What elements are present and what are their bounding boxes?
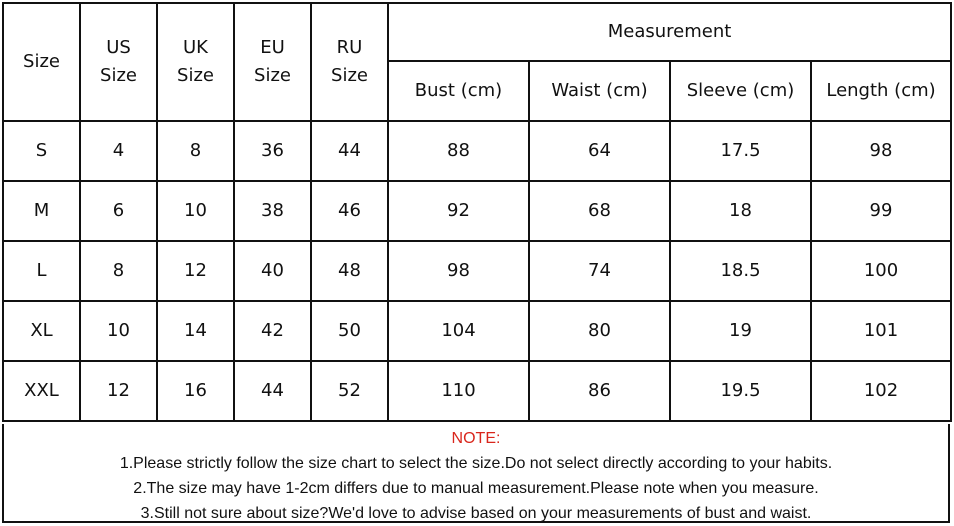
header-uk-size <box>157 3 234 121</box>
cell-waist: 86 <box>529 361 670 421</box>
header-sleeve: Sleeve (cm) <box>670 61 811 121</box>
note-line-1: 1.Please strictly follow the size chart to select the size.Do not select directly according to your habits. <box>119 455 833 472</box>
header-ru-line2: Size <box>331 65 368 86</box>
header-us-line2: Size <box>100 65 137 86</box>
table-row <box>3 121 951 181</box>
header-eu-size <box>234 3 311 121</box>
cell-us: 8 <box>80 241 157 301</box>
cell-size: M <box>3 181 80 241</box>
cell-uk: 14 <box>157 301 234 361</box>
cell-eu: 40 <box>234 241 311 301</box>
header-waist: Waist (cm) <box>529 61 670 121</box>
cell-sleeve: 18 <box>670 181 811 241</box>
cell-ru: 44 <box>311 121 388 181</box>
table-row <box>3 181 951 241</box>
cell-size: XXL <box>3 361 80 421</box>
size-table <box>2 2 952 422</box>
cell-sleeve: 18.5 <box>670 241 811 301</box>
note-line-2: 2.The size may have 1-2cm differs due to manual measurement.Please note when you measure. <box>133 480 819 497</box>
cell-bust: 98 <box>388 241 529 301</box>
header-size: Size <box>3 3 80 121</box>
cell-eu: 42 <box>234 301 311 361</box>
cell-uk: 16 <box>157 361 234 421</box>
header-us-size <box>80 3 157 121</box>
cell-ru: 52 <box>311 361 388 421</box>
cell-length: 100 <box>811 241 951 301</box>
table-row <box>3 361 951 421</box>
cell-bust: 88 <box>388 121 529 181</box>
notes-box <box>2 424 950 523</box>
cell-us: 4 <box>80 121 157 181</box>
table-row <box>3 241 951 301</box>
cell-waist: 74 <box>529 241 670 301</box>
cell-ru: 48 <box>311 241 388 301</box>
cell-waist: 64 <box>529 121 670 181</box>
cell-bust: 104 <box>388 301 529 361</box>
note-title: NOTE: <box>451 430 501 447</box>
header-measurement: Measurement <box>388 3 951 61</box>
cell-uk: 8 <box>157 121 234 181</box>
cell-size: S <box>3 121 80 181</box>
cell-eu: 36 <box>234 121 311 181</box>
cell-ru: 50 <box>311 301 388 361</box>
header-uk-line2: Size <box>177 65 214 86</box>
cell-length: 99 <box>811 181 951 241</box>
cell-uk: 10 <box>157 181 234 241</box>
cell-eu: 38 <box>234 181 311 241</box>
cell-length: 98 <box>811 121 951 181</box>
header-bust: Bust (cm) <box>388 61 529 121</box>
cell-us: 6 <box>80 181 157 241</box>
note-line-3: 3.Still not sure about size?We'd love to advise based on your measurements of bust and waist. <box>140 505 812 522</box>
header-us-line1: US <box>106 37 131 58</box>
header-length: Length (cm) <box>811 61 951 121</box>
cell-waist: 68 <box>529 181 670 241</box>
cell-sleeve: 17.5 <box>670 121 811 181</box>
cell-uk: 12 <box>157 241 234 301</box>
cell-size: L <box>3 241 80 301</box>
cell-sleeve: 19 <box>670 301 811 361</box>
cell-sleeve: 19.5 <box>670 361 811 421</box>
cell-waist: 80 <box>529 301 670 361</box>
header-eu-line2: Size <box>254 65 291 86</box>
header-uk-line1: UK <box>183 37 208 58</box>
header-row <box>3 3 951 61</box>
cell-eu: 44 <box>234 361 311 421</box>
cell-us: 12 <box>80 361 157 421</box>
cell-bust: 92 <box>388 181 529 241</box>
cell-us: 10 <box>80 301 157 361</box>
cell-length: 102 <box>811 361 951 421</box>
table-row <box>3 301 951 361</box>
cell-ru: 46 <box>311 181 388 241</box>
cell-length: 101 <box>811 301 951 361</box>
cell-bust: 110 <box>388 361 529 421</box>
header-eu-line1: EU <box>260 37 285 58</box>
header-ru-line1: RU <box>336 37 363 58</box>
cell-size: XL <box>3 301 80 361</box>
header-ru-size <box>311 3 388 121</box>
